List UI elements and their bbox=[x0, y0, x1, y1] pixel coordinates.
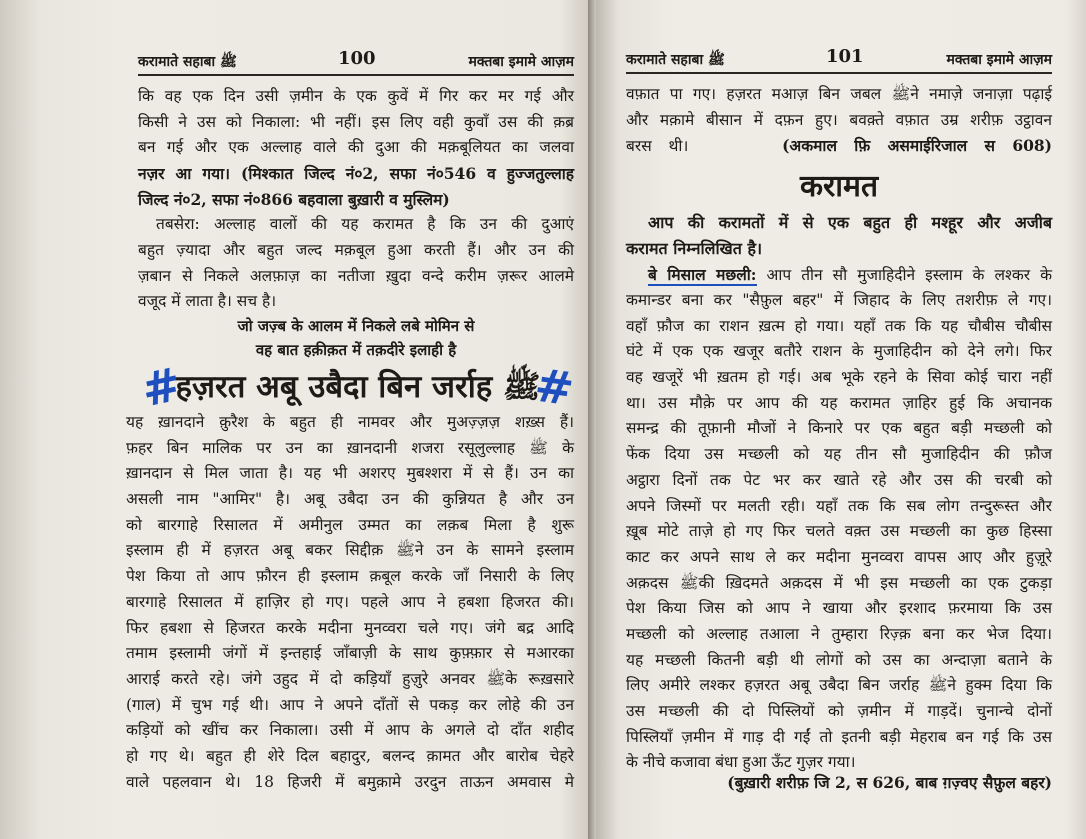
text-line: इस्लाम ही में हज़रत अबू बकर सिद्दीक़ ﷺने उन के सामने इस्लाम bbox=[126, 541, 575, 560]
header-rule bbox=[138, 74, 574, 76]
text-line: था। उस मौक़े पर आप की यह करामत ज़ाहिर हुई कि अचानक bbox=[626, 393, 1052, 412]
text-line: उस मच्छली की दो पिस्लियों को ज़मीन में गाड़दें। चुनान्चे दोनों bbox=[626, 702, 1052, 720]
text-line: हो गए थे। बहुत ही शेरे दिल बहादुर, बलन्द क़ामत और बारोब चेहरे bbox=[126, 746, 574, 765]
text-line: मच्छली को अल्लाह तआला ने तुम्हारा रिज़्क़ बना कर भेज दिया। bbox=[626, 624, 1052, 643]
page-number: 101 bbox=[826, 46, 864, 67]
header-rule bbox=[626, 72, 1052, 74]
text-line: को बारगाहे रिसालत में अमीनुल उम्मत का लक़ब मिला है शुरू bbox=[126, 515, 574, 534]
text-line: समन्द्र की तूफ़ानी मौजों ने किनारे पर एक बहुत बड़ी मच्छली को bbox=[626, 419, 1052, 438]
citation: (बुख़ारी शरीफ़ जि 2, स 626, बाब ग़ज़्वए सैफ़ुल बहर) bbox=[727, 773, 1052, 792]
publisher-name: मक्तबा इमामे आज़म bbox=[468, 54, 574, 70]
text-line: तबसेरा: अल्लाह वालों की यह करामत है कि उन की दुआएं bbox=[156, 215, 574, 233]
text-line: बहुत ज़्यादा और बहुत जल्द मक़बूल हुआ करती हैं। और उन की bbox=[138, 241, 574, 259]
page-number: 100 bbox=[338, 48, 376, 69]
text-line: फ़हर बिन मालिक पर उन का ख़ानदानी शजरा रसूलुल्लाह ﷺ के bbox=[126, 438, 574, 457]
publisher-name: मक्तबा इमामे आज़म bbox=[946, 52, 1052, 68]
text-line: पेश किया जिस को आप ने खाया और इरशाद फ़रमाया कि उस bbox=[626, 599, 1052, 618]
text-line: पिस्लियाँ ज़मीन में गाड़ दी गईं तो इतनी बड़ी मेहराब बन गई कि उस bbox=[626, 727, 1052, 746]
text-line: अपने जिस्मों पर मलती रही। यहाँ तक कि सब लोग तन्दुरूस्त और bbox=[626, 496, 1052, 515]
text-line: वाले पहलवान थे। 18 हिजरी में बमुक़ामे उरदुन ताऊन अमवास मे bbox=[126, 772, 574, 791]
text-line: और मक़ामे बीसान में दफ़न हुए। बवक़्ते वफ़ात उम्र शरीफ़ उट्ठावन bbox=[626, 110, 1052, 129]
text-line: वह खजूरें भी ख़तम हो गई। अब भूके रहने के सिवा कोई चारा नहीं bbox=[626, 368, 1052, 387]
right-page bbox=[596, 0, 1086, 839]
text-fragment: बरस थी। bbox=[626, 137, 689, 156]
text-line: बारगाहे रिसालत में हाज़िर हो गए। पहले आप ने हबशा हिजरत की। bbox=[126, 592, 574, 611]
text-line: जिल्द नं०2, सफा नं०866 बहवाला बुख़ारी व मुस्लिम) bbox=[138, 189, 450, 209]
text-line: कड़ियों को खींच कर निकाला। उसी में आप के अगले दो दाँत शहीद bbox=[126, 721, 574, 740]
body-text bbox=[126, 410, 574, 795]
text-line: घंटे में एक एक खजूर बतौरे राशन के मुजाहिदीन को देने लगे। फिर bbox=[626, 342, 1052, 361]
text-line: बन गई और एक अल्लाह वाले की दुआ की मक़बूलियत का जलवा bbox=[138, 138, 574, 157]
couplet-line: वह बात हक़ीक़त में तक़दीरे इलाही है bbox=[255, 341, 457, 359]
text-line: नज़र आ गया। (मिश्कात जिल्द नं०2, सफा नं०546 व हुज्जतुल्लाह bbox=[138, 164, 574, 184]
text-line: तमाम इस्लामी जंगों में इन्तहाई जाँबाज़ी के साथ कुफ़्फ़ार से मआरका bbox=[126, 644, 574, 663]
left-page-header bbox=[138, 46, 574, 74]
subheading: बे मिसाल मछली: bbox=[648, 265, 757, 284]
pen-hash-mark: # bbox=[136, 356, 186, 418]
section-heading: करामत bbox=[799, 169, 879, 204]
paragraph-2 bbox=[156, 212, 574, 238]
text-line: करामत निम्नलिखित है। bbox=[626, 239, 763, 258]
text-line: वहाँ फ़ौज का राशन ख़त्म हो गया। यहाँ तक कि यह चौबीस चौबीस bbox=[626, 316, 1052, 335]
citation: (अकमाल फ़ि असमाईरिजाल स 608) bbox=[782, 136, 1053, 156]
text-line: के नीचे कजावा बंधा हुआ ऊँट गुज़र गया। bbox=[626, 753, 856, 772]
text-line: लिए अमीरे लश्कर हज़रत अबू उबैदा बिन जर्राह ﷺने हुक्म दिया कि bbox=[626, 676, 1052, 695]
text-line: कि वह एक दिन उसी ज़मीन के एक कुवें में गिर कर मर गई और bbox=[138, 87, 574, 105]
couplet bbox=[138, 314, 574, 362]
paragraph-1 bbox=[626, 82, 1052, 159]
text-line: किसी ने उस को निकाला: भी नहीं। इस लिए वही कुवाँ उस की क़ब्र bbox=[138, 112, 574, 131]
text-line: आराई करते रहे। जंगे उहुद में दो कड़ियाँ हुज़ुरे अनवर ﷺके रूख़सारे bbox=[126, 669, 574, 688]
intro-text-cont bbox=[626, 236, 1052, 262]
heading-text: हज़रत अबू उबैदा बिन जर्राह ﷺ bbox=[175, 369, 541, 405]
text-line: अक़दस ﷺकी ख़िदमते अक़दस में भी इस मच्छली का एक टुकड़ा bbox=[626, 573, 1053, 592]
text-line: फिर हबशा से हिजरत करके मदीना मुनव्वरा चले गए। जंगे बद्र आदि bbox=[126, 618, 574, 637]
text-line: वफ़ात पा गए। हज़रत मआज़ बिन जबल ﷺने नमाज़े जनाज़ा पढ़ाई bbox=[626, 85, 1052, 103]
section-heading bbox=[136, 356, 578, 418]
text-line bbox=[648, 262, 1052, 288]
text-line: काट कर अपने साथ ले कर मदीना मुनव्वरा वापस आए और हुज़ूरे bbox=[626, 547, 1052, 566]
text-fragment: आप तीन सौ मुजाहिदीने इस्लाम के लश्कर के bbox=[756, 266, 1053, 284]
subsection-first-line bbox=[648, 262, 1052, 288]
text-line: कमान्डर बना कर "सैफ़ुल बहर" में जिहाद के लिए तशरीफ़ ले गए। bbox=[626, 291, 1052, 309]
running-title: करामाते सहाबा ﷺ bbox=[626, 52, 725, 68]
text-line: ख़ूब मोटे ताज़े हो गए फिर चलते वक़्त उस मच्छली का कुछ हिस्सा bbox=[626, 522, 1052, 541]
text-line: अट्ठारा दिनों तक पेट भर कर खाते रहे और उस की चरबी को bbox=[626, 470, 1052, 489]
text-line: असली नाम "आमिर" है। अबू उबैदा उन की कुन्नियत है और उन bbox=[126, 490, 574, 509]
text-line: वजूद में लाता है। सच है। bbox=[138, 292, 277, 311]
text-line: ख़ानदान से मिल जाता है। यह भी अशरए मुबश्शरा में से हैं। उन का bbox=[126, 464, 574, 483]
pen-hash-mark: # bbox=[531, 357, 578, 417]
right-page-header bbox=[626, 44, 1052, 72]
text-line: यह मच्छली कितनी बड़ी थी लोगों को उस का अन्दाज़ा बताने के bbox=[626, 650, 1052, 669]
text-line: यह ख़ानदाने क़ुरैश के बहुत ही नामवर और मुअज़्ज़ज़ शख़्स हैं। bbox=[126, 413, 574, 431]
text-line: (गाल) में चुभ गई थी। आप ने अपने दाँतों से पकड़ कर लोहे की उन bbox=[126, 695, 574, 714]
running-title: करामाते सहाबा ﷺ bbox=[138, 54, 237, 70]
couplet-line: जो जज़्ब के आलम में निकले लबे मोमिन से bbox=[237, 317, 475, 335]
text-line bbox=[626, 133, 1052, 159]
body-text bbox=[626, 288, 1052, 776]
text-line: आप की करामतों में से एक बहुत ही मश्हूर और अजीब bbox=[648, 213, 1052, 232]
text-line: पेश किया तो आप फ़ौरन ही इस्लाम क़बूल करके जाँ निसारी के लिए bbox=[126, 567, 574, 586]
intro-text bbox=[648, 210, 1052, 236]
paragraph-1 bbox=[138, 84, 574, 212]
text-line: ज़बान से निकले अलफ़ाज़ का नतीजा ख़ुदा वन्दे करीम ज़रूर आलमे bbox=[138, 266, 574, 285]
paragraph-2-cont bbox=[138, 238, 574, 315]
text-line: फेंक दिया उस मच्छली को यह तीन सौ मुजाहिदीन की फ़ौज bbox=[626, 445, 1052, 464]
